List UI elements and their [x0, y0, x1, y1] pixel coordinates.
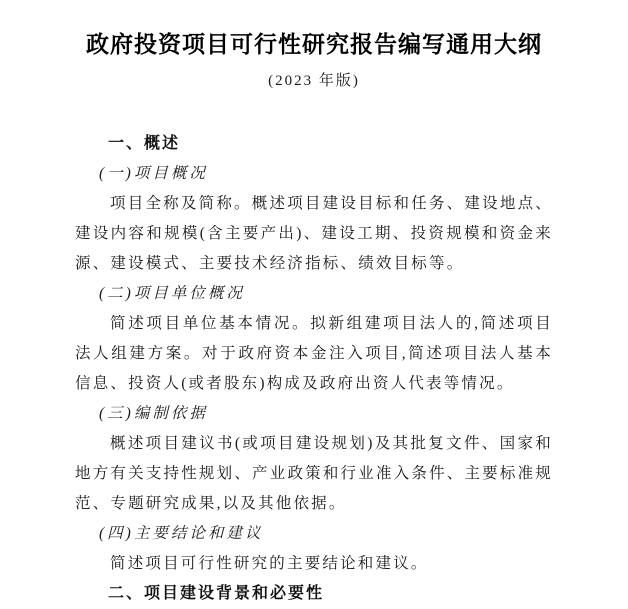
- section-heading-overview: 一、概述: [108, 135, 181, 152]
- document-body: [75, 129, 553, 609]
- subsection-heading-project-profile: (一)项目概况: [99, 165, 208, 182]
- subsection-heading-conclusions: (四)主要结论和建议: [99, 525, 264, 542]
- page-subtitle: (2023 年版): [268, 73, 360, 89]
- paragraph-compilation-basis: 概述项目建议书(或项目建设规划)及其批复文件、国家和地方有关支持性规划、产业政策和行业准入条件、主要标准规范、专题研究成果,以及其他依据。: [75, 435, 553, 512]
- paragraph-project-profile: 项目全称及简称。概述项目建设目标和任务、建设地点、建设内容和规模(含主要产出)、建设工期、投资规模和资金来源、建设模式、主要技术经济指标、绩效目标等。: [75, 195, 553, 272]
- section-heading-background-necessity: 二、项目建设背景和必要性: [108, 585, 325, 602]
- paragraph-conclusions: 简述项目可行性研究的主要结论和建议。: [110, 555, 429, 572]
- subsection-heading-compilation-basis: (三)编制依据: [99, 405, 208, 422]
- page-title: 政府投资项目可行性研究报告编写通用大纲: [86, 32, 542, 57]
- subsection-heading-project-unit: (二)项目单位概况: [99, 285, 245, 302]
- paragraph-project-unit: 简述项目单位基本情况。拟新组建项目法人的,简述项目法人组建方案。对于政府资本金注入项目,简述项目法人基本信息、投资人(或者股东)构成及政府出资人代表等情况。: [75, 315, 553, 392]
